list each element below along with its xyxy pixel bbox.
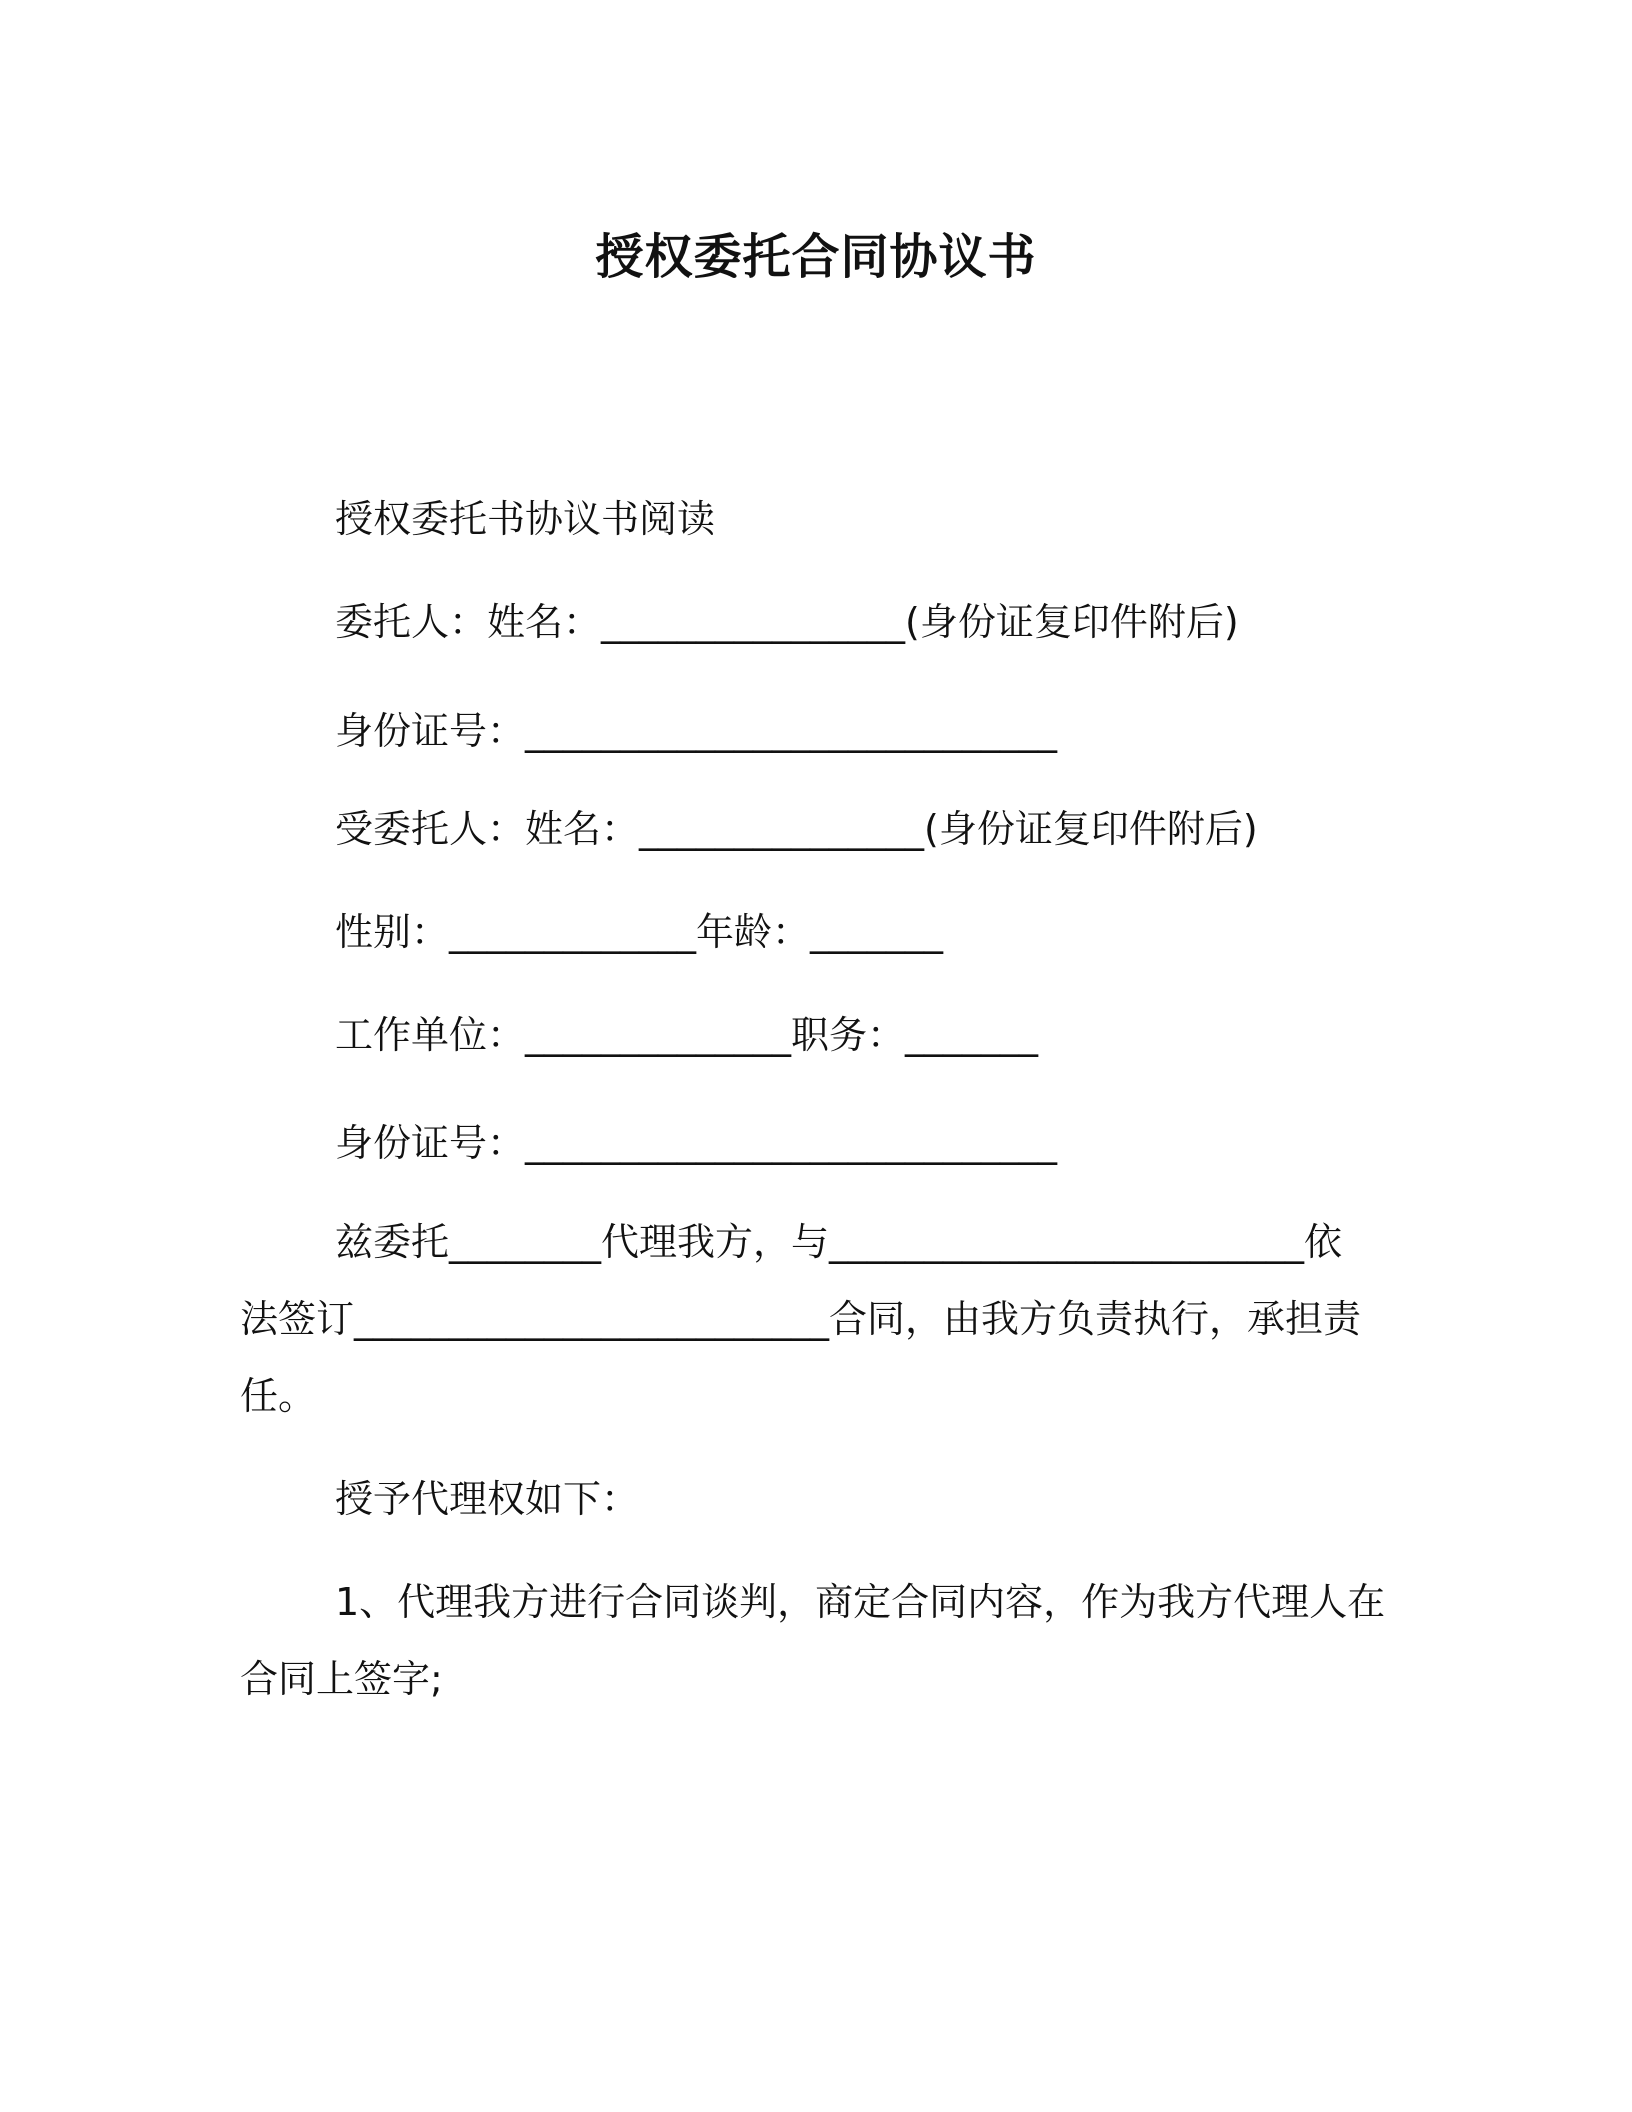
agent-gender-age-line: 性别：_____________年龄：_______ [335, 910, 944, 954]
agent-work-unit-line: 工作单位：______________职务：_______ [335, 1013, 1039, 1057]
authority-item-1-line-2: 合同上签字; [240, 1657, 443, 1701]
entrust-paragraph-line-2: 法签订_________________________合同，由我方负责执行，承担责 [240, 1297, 1362, 1341]
principal-name-line: 委托人：姓名：________________(身份证复印件附后) [335, 600, 1239, 644]
principal-id-line: 身份证号：____________________________ [335, 709, 1058, 753]
subtitle-line: 授权委托书协议书阅读 [335, 497, 716, 541]
agent-id-line: 身份证号：____________________________ [335, 1121, 1058, 1165]
entrust-paragraph-line-3: 任。 [240, 1374, 317, 1418]
authority-item-1-line-1: 1、代理我方进行合同谈判，商定合同内容，作为我方代理人在 [335, 1580, 1386, 1624]
agent-name-line: 受委托人：姓名：_______________(身份证复印件附后) [335, 807, 1258, 851]
entrust-paragraph-line-1: 兹委托________代理我方，与_________________________依 [335, 1220, 1343, 1264]
authority-heading: 授予代理权如下： [335, 1477, 640, 1521]
document-title: 授权委托合同协议书 [595, 229, 1037, 285]
